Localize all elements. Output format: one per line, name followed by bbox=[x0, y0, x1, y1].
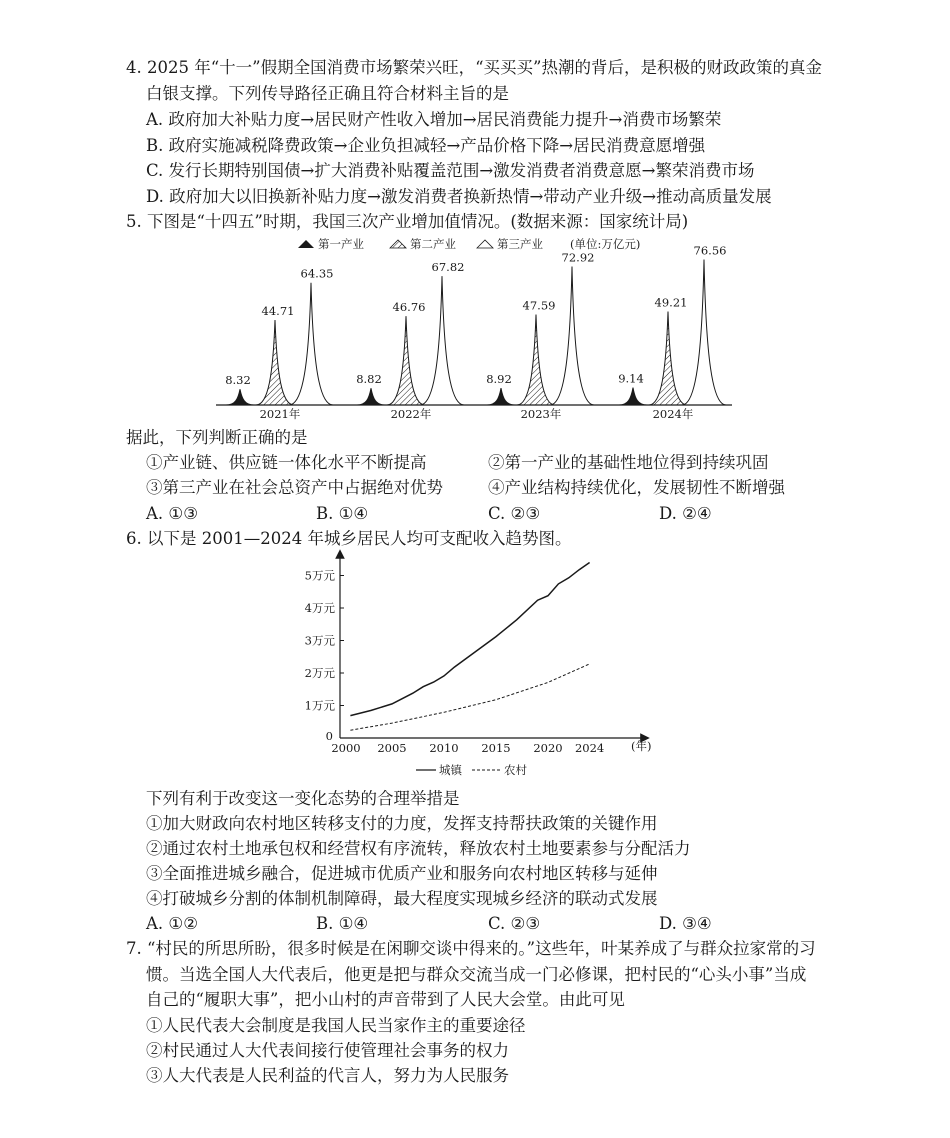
year-group-4 bbox=[618, 244, 726, 405]
peak-primary-1 bbox=[226, 389, 254, 405]
legend-label-tertiary: 第三产业 bbox=[497, 237, 543, 251]
q5-item-4: ④产业结构持续优化，发展韧性不断增强 bbox=[488, 478, 785, 497]
value-label-secondary-2: 46.76 bbox=[392, 300, 426, 315]
x-tick-label: 2005 bbox=[377, 741, 407, 755]
q5-choice-d: D. ②④ bbox=[659, 504, 712, 523]
income-chart bbox=[290, 548, 690, 788]
y-tick-label: 1万元 bbox=[304, 698, 335, 713]
industry-chart bbox=[210, 232, 750, 426]
value-label-tertiary-4: 76.56 bbox=[693, 243, 727, 258]
peak-tertiary-1 bbox=[289, 283, 333, 405]
y-tick-label: 5万元 bbox=[304, 568, 335, 583]
q5-choice-a: A. ①③ bbox=[146, 504, 198, 523]
q7-item-3: ③人大代表是人民利益的代言人，努力为人民服务 bbox=[146, 1066, 509, 1085]
q6-choice-d: D. ③④ bbox=[659, 914, 712, 933]
q6-item-2: ②通过农村土地承包权和经营权有序流转，释放农村土地要素参与分配活力 bbox=[146, 839, 691, 858]
y-tick-label: 2万元 bbox=[304, 666, 335, 680]
year-group-1 bbox=[225, 267, 333, 405]
legend-rural-label: 农村 bbox=[504, 763, 527, 777]
q4-option-b: B. 政府实施减税降费政策→企业负担减轻→产品价格下降→居民消费意愿增强 bbox=[146, 136, 706, 155]
value-label-primary-4: 9.14 bbox=[618, 371, 644, 386]
peak-secondary-4 bbox=[649, 312, 687, 405]
legend-label-primary: 第一产业 bbox=[318, 237, 364, 251]
q6-item-1: ①加大财政向农村地区转移支付的力度，发挥支持帮扶政策的关键作用 bbox=[146, 814, 658, 833]
value-label-tertiary-3: 72.92 bbox=[561, 250, 595, 265]
q6-item-3: ③全面推进城乡融合，促进城市优质产业和服务向农村地区转移与延伸 bbox=[146, 864, 658, 883]
peak-primary-3 bbox=[487, 388, 515, 405]
value-label-tertiary-1: 64.35 bbox=[300, 266, 334, 281]
q4-stem-line2: 白银支撑。下列传导路径正确且符合材料主旨的是 bbox=[146, 84, 509, 103]
value-label-tertiary-2: 67.82 bbox=[431, 260, 465, 275]
x-tick-label: 2024 bbox=[574, 741, 605, 755]
chart-unit-label: (单位:万亿元) bbox=[570, 237, 641, 251]
peak-secondary-1 bbox=[256, 320, 294, 405]
q7-item-2: ②村民通过人大代表间接行使管理社会事务的权力 bbox=[146, 1041, 509, 1060]
year-label-3: 2023年 bbox=[520, 407, 562, 421]
q5-stem: 5. 下图是“十四五”时期，我国三次产业增加值情况。(数据来源：国家统计局) bbox=[126, 212, 689, 231]
peak-tertiary-3 bbox=[550, 266, 594, 405]
legend-swatch-primary bbox=[298, 240, 314, 248]
income-legend bbox=[416, 763, 527, 777]
x-tick-label: 2020 bbox=[533, 741, 563, 755]
peak-primary-2 bbox=[357, 388, 385, 405]
q6-choice-b: B. ①④ bbox=[316, 914, 369, 933]
q4-option-d: D. 政府加大以旧换新补贴力度→激发消费者换新热情→带动产业升级→推动高质量发展 bbox=[146, 187, 772, 206]
legend-label-secondary: 第二产业 bbox=[410, 237, 456, 251]
industry-peaks bbox=[225, 244, 726, 405]
y-tick-label: 3万元 bbox=[304, 633, 335, 648]
urban-income-line bbox=[350, 563, 589, 716]
q7-stem-line2: 惯。当选全国人大代表后，他更是把与群众交流当成一门必修课，把村民的“心头小事”当成 bbox=[146, 965, 807, 984]
q4-option-c: C. 发行长期特别国债→扩大消费补贴覆盖范围→激发消费者消费意愿→繁荣消费市场 bbox=[146, 161, 755, 180]
legend-urban-label: 城镇 bbox=[439, 763, 462, 777]
year-label-2: 2022年 bbox=[390, 407, 432, 421]
income-x-ticks bbox=[331, 741, 604, 755]
q5-choice-c: C. ②③ bbox=[488, 504, 541, 523]
industry-year-labels bbox=[260, 407, 694, 421]
q5-after-text: 据此，下列判断正确的是 bbox=[126, 428, 308, 447]
q4-option-a: A. 政府加大补贴力度→居民财产性收入增加→居民消费能力提升→消费市场繁荣 bbox=[146, 110, 722, 129]
q5-item-1: ①产业链、供应链一体化水平不断提高 bbox=[146, 453, 427, 472]
value-label-secondary-3: 47.59 bbox=[522, 298, 556, 313]
year-label-4: 2024年 bbox=[652, 407, 694, 421]
rural-income-line bbox=[350, 664, 589, 730]
peak-secondary-3 bbox=[517, 315, 555, 405]
chart-legend bbox=[298, 237, 640, 251]
year-group-2 bbox=[356, 260, 464, 405]
x-tick-label: 2015 bbox=[481, 741, 511, 755]
q5-item-2: ②第一产业的基础性地位得到持续巩固 bbox=[488, 453, 769, 472]
peak-tertiary-4 bbox=[682, 260, 726, 405]
income-y-ticks bbox=[305, 569, 344, 744]
q6-item-4: ④打破城乡分割的体制机制障碍，最大程度实现城乡经济的联动式发展 bbox=[146, 889, 658, 908]
year-group-3 bbox=[486, 250, 594, 405]
x-tick-label: 2010 bbox=[429, 741, 459, 755]
value-label-secondary-4: 49.21 bbox=[654, 295, 688, 310]
year-label-1: 2021年 bbox=[259, 407, 301, 421]
income-x-unit: (年) bbox=[631, 739, 652, 753]
y-tick-label: 0 bbox=[325, 729, 333, 743]
legend-swatch-tertiary bbox=[477, 240, 493, 248]
q6-after-text: 下列有利于改变这一变化态势的合理举措是 bbox=[146, 789, 460, 808]
q6-choice-a: A. ①② bbox=[146, 914, 198, 933]
q7-stem-line3: 自己的“履职大事”，把小山村的声音带到了人民大会堂。由此可见 bbox=[146, 990, 625, 1009]
value-label-secondary-1: 44.71 bbox=[261, 304, 295, 319]
peak-secondary-2 bbox=[387, 316, 425, 405]
x-tick-label: 2000 bbox=[331, 741, 361, 755]
legend-swatch-secondary bbox=[390, 240, 406, 248]
q4-stem-line1: 4. 2025 年“十一”假期全国消费市场繁荣兴旺，“买买买”热潮的背后，是积极的财政政策的真金 bbox=[126, 58, 822, 77]
q6-stem: 6. 以下是 2001—2024 年城乡居民人均可支配收入趋势图。 bbox=[126, 529, 572, 548]
value-label-primary-2: 8.82 bbox=[356, 372, 382, 387]
peak-primary-4 bbox=[619, 388, 647, 405]
value-label-primary-1: 8.32 bbox=[225, 373, 251, 388]
q5-item-3: ③第三产业在社会总资产中占据绝对优势 bbox=[146, 478, 443, 497]
y-tick-label: 4万元 bbox=[304, 601, 335, 615]
q5-choice-b: B. ①④ bbox=[316, 504, 369, 523]
q7-item-1: ①人民代表大会制度是我国人民当家作主的重要途径 bbox=[146, 1016, 526, 1035]
q6-choice-c: C. ②③ bbox=[488, 914, 541, 933]
value-label-primary-3: 8.92 bbox=[486, 372, 512, 387]
q7-stem-line1: 7. “村民的所思所盼，很多时候是在闲聊交谈中得来的。”这些年，叶某养成了与群众拉家常的习 bbox=[126, 939, 816, 958]
peak-tertiary-2 bbox=[420, 276, 464, 405]
